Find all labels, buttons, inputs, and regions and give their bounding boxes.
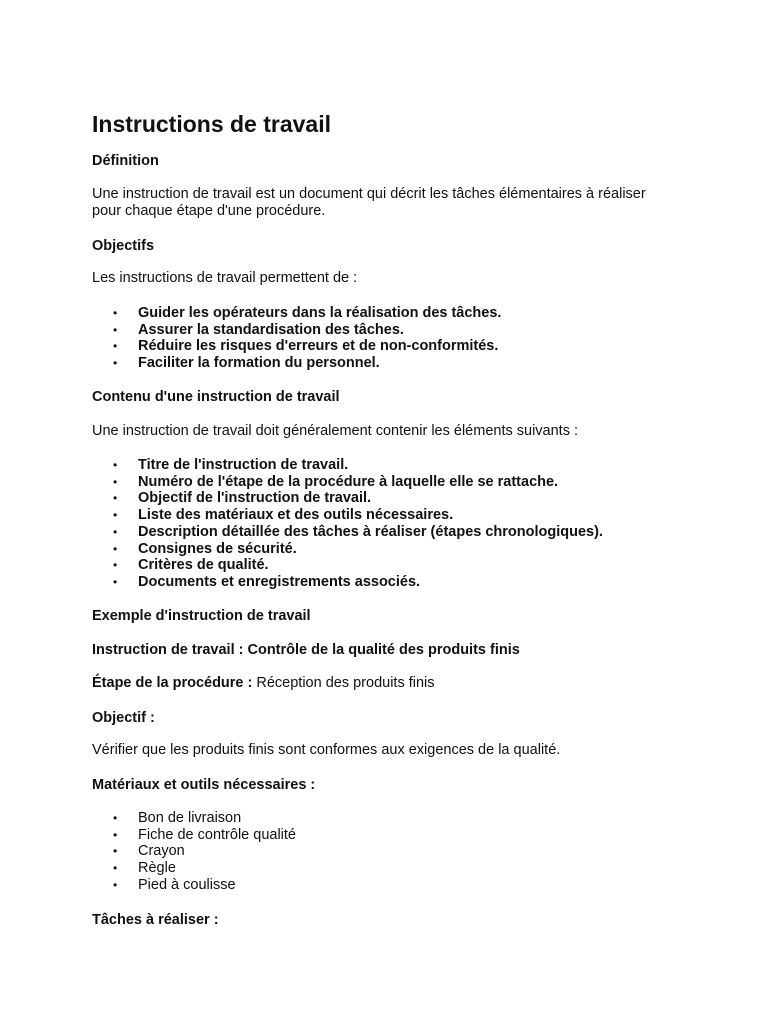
objectifs-list bbox=[92, 305, 501, 372]
bullet-icon: • bbox=[113, 491, 118, 506]
list-item: • Description détaillée des tâches à réaliser (étapes chronologiques). bbox=[113, 523, 603, 540]
list-item: • Règle bbox=[113, 860, 176, 877]
list-item: • Pied à coulisse bbox=[113, 876, 236, 893]
contenu-intro: Une instruction de travail doit généralement contenir les éléments suivants : bbox=[92, 423, 579, 439]
objectifs-intro: Les instructions de travail permettent de : bbox=[92, 270, 358, 286]
exemple-instruction-title: Instruction de travail : Contrôle de la qualité des produits finis bbox=[92, 642, 520, 658]
bullet-icon: • bbox=[113, 474, 118, 489]
bullet-icon: • bbox=[113, 827, 118, 842]
list-item: • Crayon bbox=[113, 843, 185, 860]
materiaux-list bbox=[92, 810, 296, 894]
etape-label: Étape de la procédure : bbox=[92, 675, 253, 691]
list-item: • Liste des matériaux et des outils nécessaires. bbox=[113, 507, 454, 524]
bullet-icon: • bbox=[113, 306, 118, 320]
heading-objectifs: Objectifs bbox=[92, 238, 155, 254]
list-item: • Fiche de contrôle qualité bbox=[113, 826, 296, 843]
list-item: • Faciliter la formation du personnel. bbox=[113, 355, 380, 372]
bullet-icon: • bbox=[113, 811, 118, 825]
list-item: • Consignes de sécurité. bbox=[113, 540, 297, 557]
bullet-icon: • bbox=[113, 574, 118, 589]
heading-exemple: Exemple d'instruction de travail bbox=[92, 608, 311, 624]
bullet-icon: • bbox=[113, 356, 118, 371]
list-item: • Objectif de l'instruction de travail. bbox=[113, 490, 372, 507]
list-item: • Bon de livraison bbox=[113, 810, 242, 826]
heading-contenu: Contenu d'une instruction de travail bbox=[92, 389, 340, 405]
exemple-etape bbox=[92, 675, 652, 692]
exemple-materiaux-label: Matériaux et outils nécessaires : bbox=[92, 777, 316, 793]
exemple-taches-label: Tâches à réaliser : bbox=[92, 912, 219, 928]
etape-value: Réception des produits finis bbox=[256, 675, 435, 691]
list-item: • Documents et enregistrements associés. bbox=[113, 573, 421, 590]
bullet-icon: • bbox=[113, 877, 118, 892]
list-item: • Numéro de l'étape de la procédure à laquelle elle se rattache. bbox=[113, 473, 559, 490]
bullet-icon: • bbox=[113, 541, 118, 556]
bullet-icon: • bbox=[113, 339, 118, 354]
bullet-icon: • bbox=[113, 322, 118, 337]
list-item: • Réduire les risques d'erreurs et de non-conformités. bbox=[113, 338, 499, 355]
definition-text: Une instruction de travail est un document qui décrit les tâches élémentaires à réaliser pour chaque étape d'une procédure. bbox=[92, 186, 646, 219]
list-item: • Assurer la standardisation des tâches. bbox=[113, 321, 404, 338]
document-title: Instructions de travail bbox=[92, 111, 332, 137]
bullet-icon: • bbox=[113, 524, 118, 539]
list-item: • Critères de qualité. bbox=[113, 557, 269, 574]
list-item: • Guider les opérateurs dans la réalisation des tâches. bbox=[113, 305, 502, 321]
exemple-objectif-label: Objectif : bbox=[92, 710, 155, 726]
heading-definition: Définition bbox=[92, 153, 159, 169]
list-item: • Titre de l'instruction de travail. bbox=[113, 457, 349, 473]
bullet-icon: • bbox=[113, 508, 118, 523]
bullet-icon: • bbox=[113, 558, 118, 573]
contenu-list bbox=[92, 457, 603, 591]
bullet-icon: • bbox=[113, 861, 118, 876]
exemple-objectif-text: Vérifier que les produits finis sont conformes aux exigences de la qualité. bbox=[92, 742, 561, 758]
bullet-icon: • bbox=[113, 844, 118, 859]
bullet-icon: • bbox=[113, 458, 118, 472]
